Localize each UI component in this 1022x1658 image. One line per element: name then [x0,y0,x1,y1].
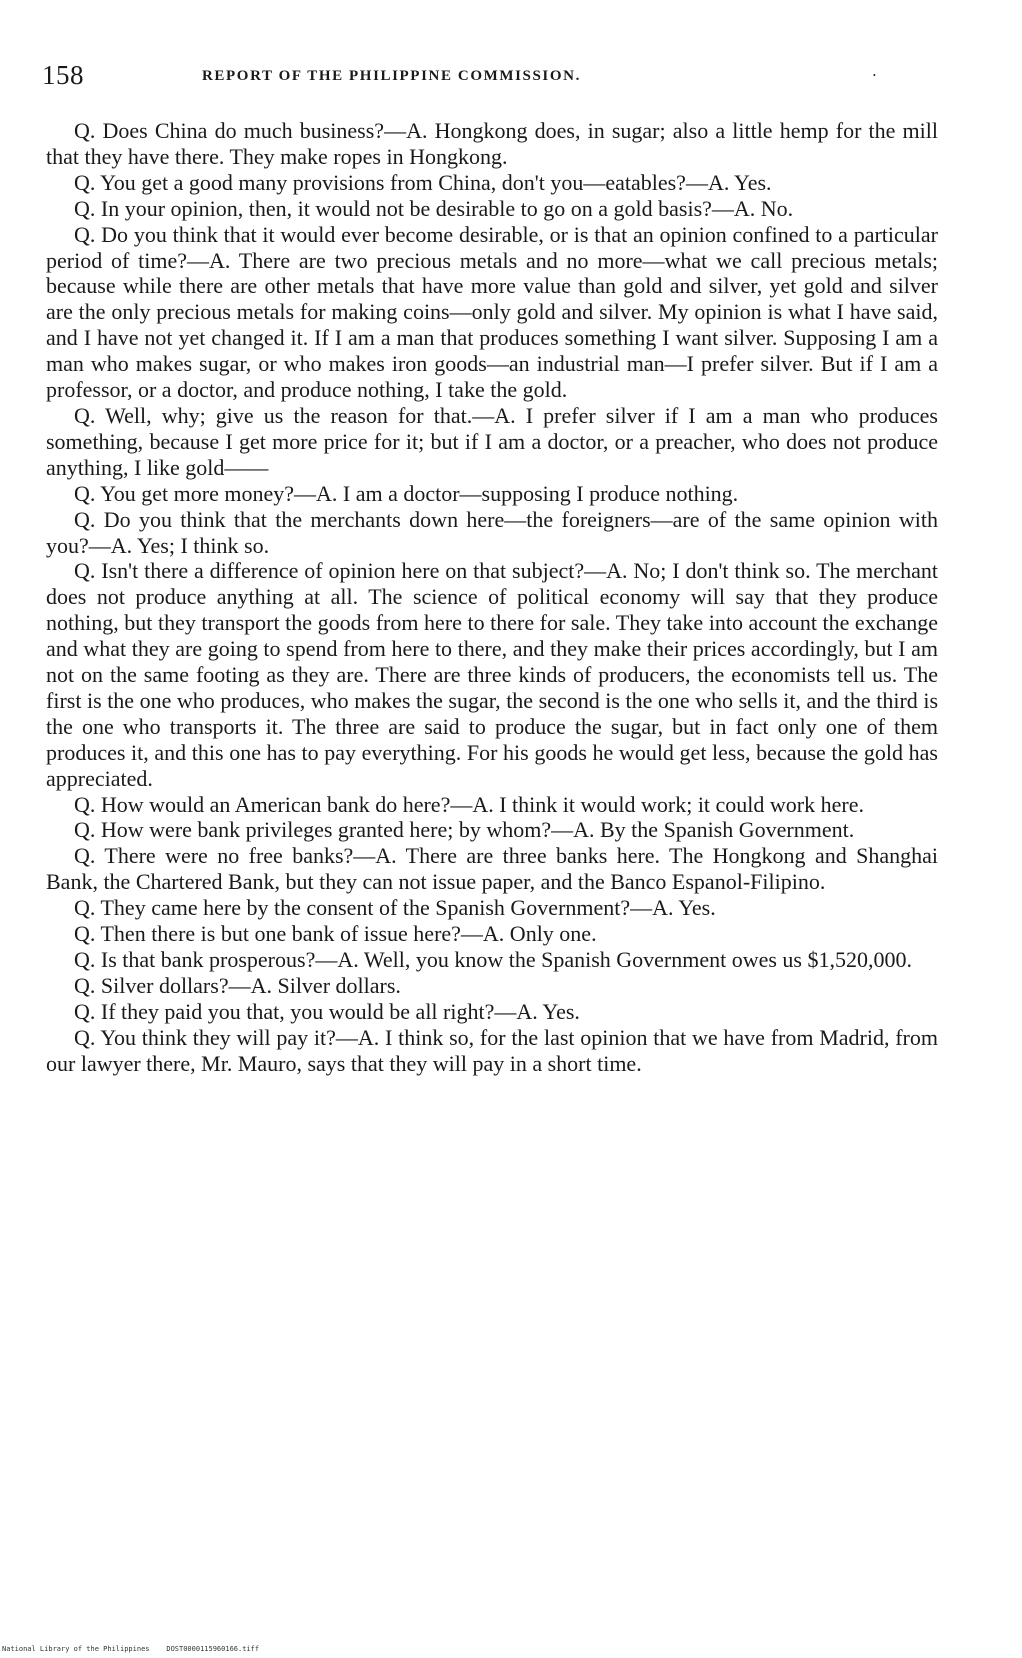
paragraph: Q. Does China do much business?—A. Hongkong does, in sugar; also a little hemp for the mill that they have there. They make ropes in Hongkong. [46,118,938,169]
paragraph: Q. There were no free banks?—A. There are three banks here. The Hongkong and Shanghai Bank, the Chartered Bank, but they can not issue paper, and the Banco Espanol-Filipino. [46,843,938,895]
paragraph: Q. Then there is but one bank of issue here?—A. Only one. [74,921,597,947]
paragraph: Q. You get more money?—A. I am a doctor—supposing I produce nothing. [74,480,739,506]
paragraph: Q. How would an American bank do here?—A. I think it would work; it could work here. [74,791,864,817]
paragraph: Q. Is that bank prosperous?—A. Well, you know the Spanish Government owes us $1,520,000. [74,947,912,972]
page-header [42,60,942,100]
paragraph: Q. You get a good many provisions from China, don't you—eatables?—A. Yes. [74,169,772,195]
paragraph: Q. Isn't there a difference of opinion here on that subject?—A. No; I don't think so. The merchant does not produce anything at all. The science of political economy will say that they produce nothing, but they transport the goods from here to there for sale. They take into account the exchange and what they are going to spend from here to there, and they make their prices accordingly, but I am not on the same footing as they are. There are three kinds of producers, the economists tell us. The first is the one who produces, who makes the sugar, the second is the one who sells it, and the third is the one who transports it. The three are said to produce the sugar, but in fact only one of them produces it, and this one has to pay everything. For his goods he would get less, because the gold has appreciated. [46,558,938,791]
paragraph: Q. Do you think that it would ever become desirable, or is that an opinion confined to a particular period of time?—A. There are two precious metals and no more—what we call precious metals; because while there are other metals that have more value than gold and silver, yet gold and silver are the only precious metals for making coins—only gold and silver. My opinion is what I have said, and I have not yet changed it. If I am a man that produces something I want silver. Supposing I am a man who makes sugar, or who makes iron goods—an industrial man—I prefer silver. But if I am a professor, or a doctor, and produce nothing, I take the gold. [46,221,938,403]
running-title: REPORT OF THE PHILIPPINE COMMISSION. [202,68,581,84]
paragraph: Q. Well, why; give us the reason for that.—A. I prefer silver if I am a man who produces something, because I get more price for it; but if I am a doctor, or a preacher, who does not produce anything, I like gold—— [46,402,938,480]
body-text [46,118,938,1077]
scan-source-stamp: National Library of the Philippines DOST0000115960166.tiff [2,1645,260,1653]
paragraph: Q. If they paid you that, you would be all right?—A. Yes. [74,998,580,1024]
paragraph: Q. In your opinion, then, it would not be desirable to go on a gold basis?—A. No. [74,195,794,221]
paragraph: Q. You think they will pay it?—A. I think so, for the last opinion that we have from Madrid, from our lawyer there, Mr. Mauro, says that they will pay in a short time. [46,1024,938,1076]
paragraph: Q. Silver dollars?—A. Silver dollars. [74,972,401,998]
page-number: 158 [42,60,84,90]
paragraph: Q. Do you think that the merchants down here—the foreigners—are of the same opinion with you?—A. Yes; I think so. [46,506,938,558]
paragraph: Q. They came here by the consent of the Spanish Government?—A. Yes. [74,895,716,921]
paragraph: Q. How were bank privileges granted here; by whom?—A. By the Spanish Government. [74,817,855,843]
stray-mark: · [872,66,877,84]
